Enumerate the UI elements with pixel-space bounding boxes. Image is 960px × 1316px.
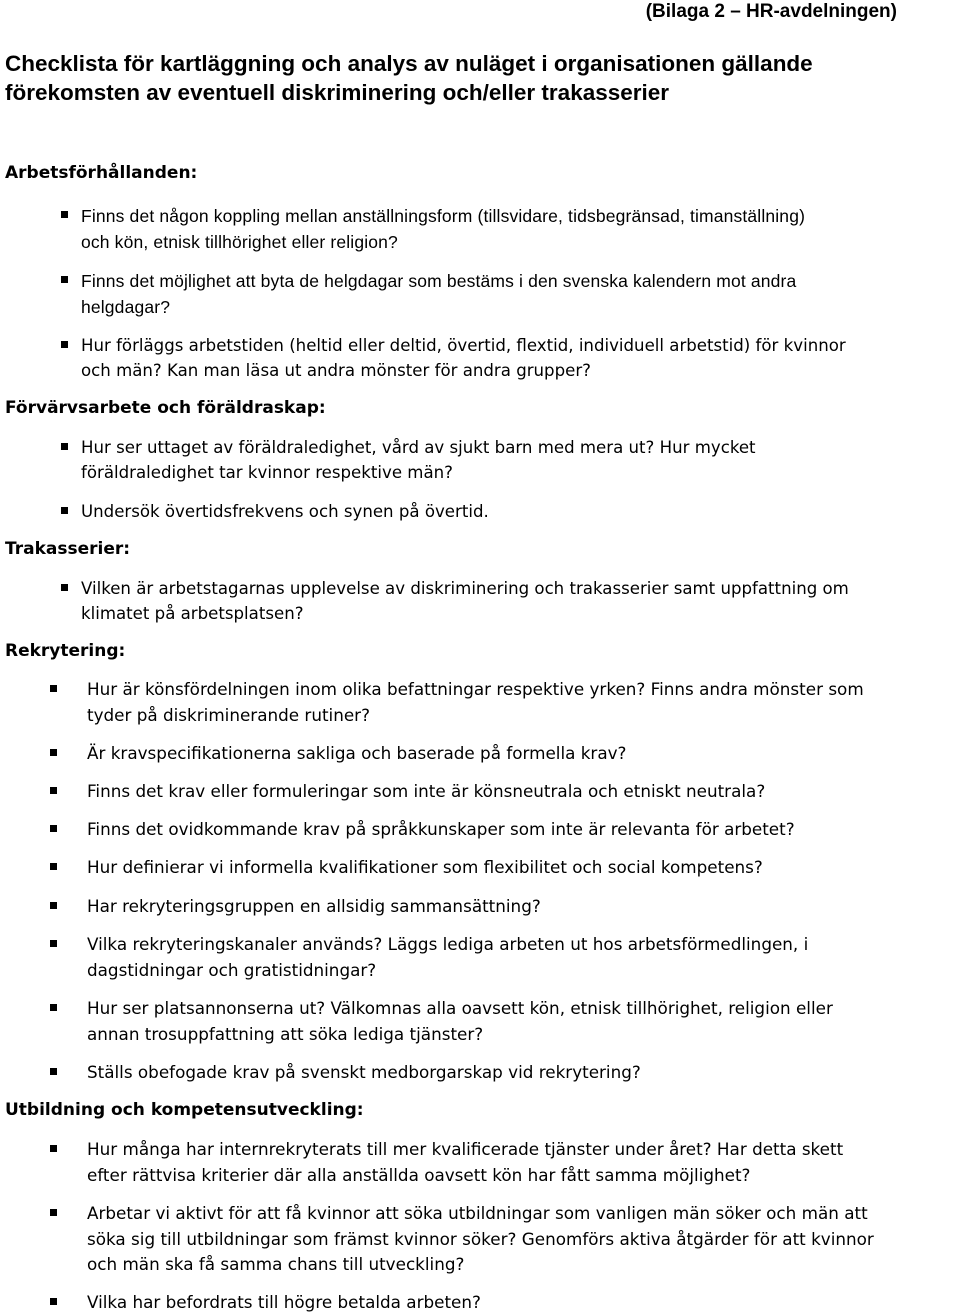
document-title (5, 49, 945, 107)
square-bullet-icon (50, 749, 57, 756)
list-item-text: Finns det ovidkommande krav på språkkunskaper som inte är relevanta för arbetet? (87, 819, 795, 839)
square-bullet-icon (61, 276, 68, 283)
list-item-text: Vilka har befordrats till högre betalda arbeten? (87, 1292, 481, 1312)
appendix-label: (Bilaga 2 – HR-avdelningen) (645, 1, 897, 22)
square-bullet-icon (50, 902, 57, 909)
section-heading-trakasserier: Trakasserier: (5, 539, 131, 559)
square-bullet-icon (50, 1004, 57, 1011)
list-item-text: Hur många har internrekryterats till mer kvalificerade tjänster under året? Har detta skett efter rättvisa kriterier där alla anställda oavsett kön har fått samma möjlighet? (87, 1139, 844, 1185)
square-bullet-icon (50, 1145, 57, 1152)
square-bullet-icon (50, 940, 57, 947)
list-item-text: Finns det möjlighet att byta de helgdagar som bestäms i den svenska kalendern mot andra helgdagar? (81, 271, 797, 317)
section-heading-forvarvsarbete: Förvärvsarbete och föräldraskap: (5, 398, 326, 418)
list-item-text: Arbetar vi aktivt för att få kvinnor att söka utbildningar som vanligen män söker och män att söka sig till utbildningar som främst kvinnor söker? Genomförs aktiva åtgärder för att kvinnor och män ska få samma chans till utveckling? (87, 1203, 874, 1274)
square-bullet-icon (50, 1209, 57, 1216)
list-item-text: Hur förläggs arbetstiden (heltid eller deltid, övertid, flextid, individuell arbetstid) för kvinnor och män? Kan man läsa ut andra mönster för andra grupper? (81, 336, 846, 380)
list-item-text: Ställs obefogade krav på svenskt medborgarskap vid rekrytering? (87, 1062, 641, 1082)
square-bullet-icon (50, 863, 57, 870)
list-item-text: Vilka rekryteringskanaler används? Läggs lediga arbeten ut hos arbetsförmedlingen, i dagstidningar och gratistidningar? (87, 934, 809, 980)
title-line: förekomsten av eventuell diskriminering och/eller trakasserier (5, 80, 670, 105)
list-item-text: Finns det någon koppling mellan anställningsform (tillsvidare, tidsbegränsad, timanställning) och kön, etnisk tillhörighet eller religion? (81, 206, 806, 252)
square-bullet-icon (50, 1298, 57, 1305)
list-item-text: Vilken är arbetstagarnas upplevelse av diskriminering och trakasserier samt uppfattning om klimatet på arbetsplatsen? (81, 579, 849, 623)
list-item-text: Finns det krav eller formuleringar som inte är könsneutrala och etniskt neutrala? (87, 781, 766, 801)
section-heading-arbetsforhallanden: Arbetsförhållanden: (5, 163, 198, 183)
square-bullet-icon (61, 341, 68, 348)
section-heading-rekrytering: Rekrytering: (5, 641, 126, 661)
list-item-text: Hur definierar vi informella kvalifikationer som flexibilitet och social kompetens? (87, 857, 763, 877)
square-bullet-icon (61, 584, 68, 591)
list-item-text: Är kravspecifikationerna sakliga och baserade på formella krav? (87, 743, 627, 763)
square-bullet-icon (50, 787, 57, 794)
square-bullet-icon (50, 685, 57, 692)
square-bullet-icon (61, 507, 68, 514)
list-item-text: Hur ser platsannonserna ut? Välkomnas alla oavsett kön, etnisk tillhörighet, religion eller annan trosuppfattning att söka lediga tjänster? (87, 998, 833, 1044)
list-item-text: Hur ser uttaget av föräldraledighet, vård av sjukt barn med mera ut? Hur mycket föräldraledighet tar kvinnor respektive män? (81, 438, 756, 482)
square-bullet-icon (61, 443, 68, 450)
section-heading-utbildning: Utbildning och kompetensutveckling: (5, 1100, 364, 1120)
list-item-text: Hur är könsfördelningen inom olika befattningar respektive yrken? Finns andra mönster som tyder på diskriminerande rutiner? (87, 679, 864, 725)
square-bullet-icon (50, 1068, 57, 1075)
list-item-text: Undersök övertidsfrekvens och synen på övertid. (81, 502, 489, 521)
title-line: Checklista för kartläggning och analys av nuläget i organisationen gällande (5, 51, 813, 76)
square-bullet-icon (50, 825, 57, 832)
square-bullet-icon (61, 211, 68, 218)
list-item-text: Har rekryteringsgruppen en allsidig sammansättning? (87, 896, 541, 916)
